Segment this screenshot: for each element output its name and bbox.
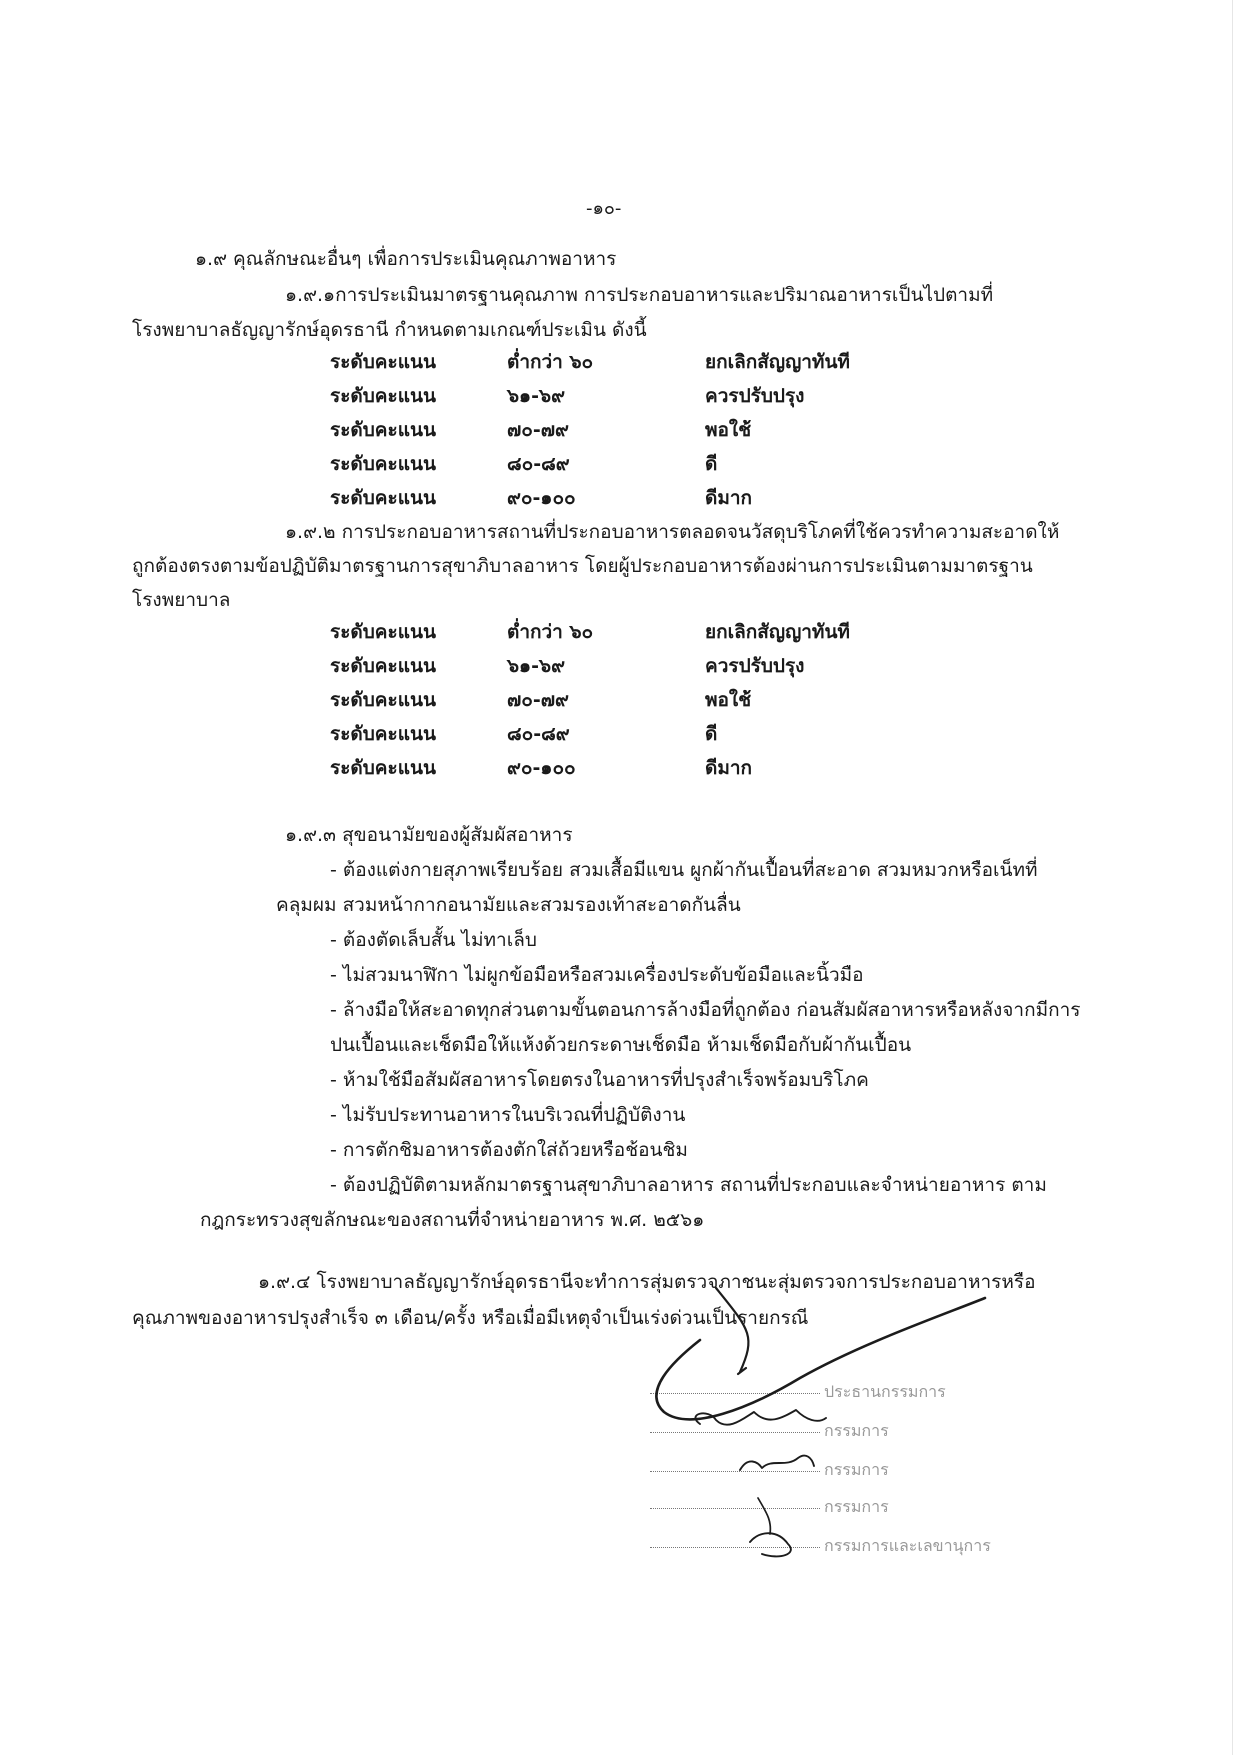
score-label: ระดับคะแนน [330, 385, 436, 407]
sub4-line1: ๑.๙.๔ โรงพยาบาลธัญญารักษ์อุดรธานีจะทำการสุ่มตรวจภาชนะสุ่มตรวจการประกอบอาหารหรือ [258, 1271, 1036, 1293]
score-label: ระดับคะแนน [330, 757, 436, 779]
hygiene-item: - ห้ามใช้มือสัมผัสอาหารโดยตรงในอาหารที่ปรุงสำเร็จพร้อมบริโภค [330, 1069, 869, 1091]
score-label: ระดับคะแนน [330, 351, 436, 373]
section-heading: ๑.๙ คุณลักษณะอื่นๆ เพื่อการประเมินคุณภาพอาหาร [195, 248, 617, 270]
score-range: ๙๐-๑๐๐ [507, 757, 576, 779]
score-range: ๖๑-๖๙ [507, 385, 565, 407]
signature-role: ประธานกรรมการ [824, 1382, 946, 1401]
hygiene-item: - การตักชิมอาหารต้องตักใส่ถ้วยหรือช้อนชิม [330, 1139, 688, 1161]
score-range: ต่ำกว่า ๖๐ [507, 351, 594, 373]
hygiene-item: - ล้างมือให้สะอาดทุกส่วนตามขั้นตอนการล้างมือที่ถูกต้อง ก่อนสัมผัสอาหารหรือหลังจากมีการ [330, 999, 1081, 1021]
secretary-signature [750, 1533, 791, 1556]
score-result: ควรปรับปรุง [705, 655, 805, 677]
score-range: ๖๑-๖๙ [507, 655, 565, 677]
signature-role: กรรมการ [824, 1497, 889, 1516]
score-label: ระดับคะแนน [330, 621, 436, 643]
score-label: ระดับคะแนน [330, 655, 436, 677]
chairman-signature-mark [716, 1288, 748, 1374]
committee-signature-3 [758, 1498, 770, 1534]
hygiene-item: - ต้องตัดเล็บสั้น ไม่ทาเล็บ [330, 929, 537, 951]
sub2-line3: โรงพยาบาล [132, 589, 231, 611]
score-label: ระดับคะแนน [330, 487, 436, 509]
signature-role: กรรมการและเลขานุการ [824, 1536, 991, 1555]
sub2-line1: ๑.๙.๒ การประกอบอาหารสถานที่ประกอบอาหารตลอดจนวัสดุบริโภคที่ใช้ควรทำความสะอาดให้ [285, 521, 1060, 543]
hygiene-item: - ไม่สวมนาฬิกา ไม่ผูกข้อมือหรือสวมเครื่องประดับข้อมือและนิ้วมือ [330, 964, 864, 986]
sub3-heading: ๑.๙.๓ สุขอนามัยของผู้สัมผัสอาหาร [285, 824, 573, 846]
score-result: ยกเลิกสัญญาทันที [705, 621, 850, 643]
sub1-line2: โรงพยาบาลธัญญารักษ์อุดรธานี กำหนดตามเกณฑ์ประเมิน ดังนี้ [132, 319, 647, 341]
sub2-line2: ถูกต้องตรงตามข้อปฏิบัติมาตรฐานการสุขาภิบาลอาหาร โดยผู้ประกอบอาหารต้องผ่านการประเมินตามมาตรฐาน [132, 555, 1033, 577]
score-range: ต่ำกว่า ๖๐ [507, 621, 594, 643]
score-result: ควรปรับปรุง [705, 385, 805, 407]
signature-role: กรรมการ [824, 1460, 889, 1479]
committee-signature-2 [740, 1456, 814, 1470]
score-result: ดีมาก [705, 487, 753, 509]
hygiene-item: กฎกระทรวงสุขลักษณะของสถานที่จำหน่ายอาหาร พ.ศ. ๒๕๖๑ [200, 1209, 705, 1231]
score-label: ระดับคะแนน [330, 453, 436, 475]
score-result: ดีมาก [705, 757, 753, 779]
score-range: ๗๐-๗๙ [507, 689, 569, 711]
score-range: ๙๐-๑๐๐ [507, 487, 576, 509]
score-result: พอใช้ [705, 419, 752, 441]
score-range: ๘๐-๘๙ [507, 723, 570, 745]
score-label: ระดับคะแนน [330, 419, 436, 441]
score-result: ยกเลิกสัญญาทันที [705, 351, 850, 373]
hygiene-item: ปนเปื้อนและเช็ดมือให้แห้งด้วยกระดาษเช็ดมือ ห้ามเช็ดมือกับผ้ากันเปื้อน [330, 1034, 912, 1056]
hygiene-item: - ต้องปฏิบัติตามหลักมาตรฐานสุขาภิบาลอาหาร สถานที่ประกอบและจำหน่ายอาหาร ตาม [330, 1174, 1047, 1196]
chairman-signature [656, 1298, 985, 1419]
hygiene-item: - ไม่รับประทานอาหารในบริเวณที่ปฏิบัติงาน [330, 1104, 686, 1126]
sub1-line1: ๑.๙.๑การประเมินมาตรฐานคุณภาพ การประกอบอาหารและปริมาณอาหารเป็นไปตามที่ [285, 284, 994, 306]
score-label: ระดับคะแนน [330, 723, 436, 745]
page-number: -๑๐- [586, 198, 622, 219]
signature-role: กรรมการ [824, 1421, 889, 1440]
score-result: ดี [705, 453, 718, 475]
score-label: ระดับคะแนน [330, 689, 436, 711]
score-range: ๘๐-๘๙ [507, 453, 570, 475]
hygiene-item: - ต้องแต่งกายสุภาพเรียบร้อย สวมเสื้อมีแขน ผูกผ้ากันเปื้อนที่สะอาด สวมหมวกหรือเน็ทที่ [330, 859, 1038, 881]
score-range: ๗๐-๗๙ [507, 419, 569, 441]
score-result: พอใช้ [705, 689, 752, 711]
committee-signature-1 [695, 1410, 826, 1425]
score-result: ดี [705, 723, 718, 745]
hygiene-item: คลุมผม สวมหน้ากากอนามัยและสวมรองเท้าสะอาดกันลื่น [276, 894, 741, 916]
sub4-line2: คุณภาพของอาหารปรุงสำเร็จ ๓ เดือน/ครั้ง หรือเมื่อมีเหตุจำเป็นเร่งด่วนเป็นรายกรณี [132, 1307, 809, 1329]
